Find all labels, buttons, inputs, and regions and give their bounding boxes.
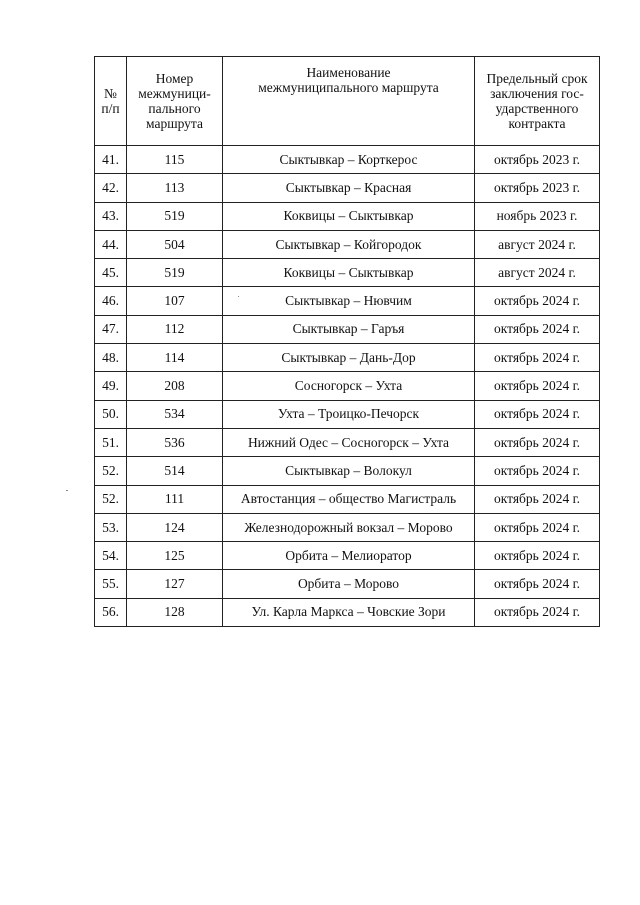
- cell-deadline: октябрь 2024 г.: [475, 428, 600, 456]
- cell-route-name: Сыктывкар – Койгородок: [223, 230, 475, 258]
- table-row: [95, 259, 600, 287]
- cell-num: 49.: [95, 372, 127, 400]
- header-route-number-line: межмуници-: [138, 86, 211, 101]
- cell-deadline: октябрь 2024 г.: [475, 513, 600, 541]
- cell-route-name: Сосногорск – Ухта: [223, 372, 475, 400]
- cell-num: 44.: [95, 230, 127, 258]
- cell-route-number: 519: [127, 202, 223, 230]
- cell-route-name: Коквицы – Сыктывкар: [223, 259, 475, 287]
- cell-route-number: 128: [127, 598, 223, 626]
- cell-deadline: октябрь 2024 г.: [475, 542, 600, 570]
- cell-route-name: Ул. Карла Маркса – Човские Зори: [223, 598, 475, 626]
- cell-num: 42.: [95, 174, 127, 202]
- cell-route-number: 112: [127, 315, 223, 343]
- cell-num: 51.: [95, 428, 127, 456]
- cell-route-name: Сыктывкар – Дань-Дор: [223, 344, 475, 372]
- cell-route-number: 107: [127, 287, 223, 315]
- cell-num: 43.: [95, 202, 127, 230]
- cell-deadline: август 2024 г.: [475, 230, 600, 258]
- header-deadline-line: контракта: [508, 116, 566, 131]
- table-row: [95, 457, 600, 485]
- cell-route-number: 514: [127, 457, 223, 485]
- header-route-number-line: пального: [148, 101, 201, 116]
- table-row: [95, 202, 600, 230]
- cell-deadline: октябрь 2023 г.: [475, 174, 600, 202]
- table-row: [95, 146, 600, 174]
- table-row: [95, 344, 600, 372]
- header-num-line: №: [104, 86, 117, 101]
- header-route-number: [127, 57, 223, 146]
- cell-route-name: Автостанция – общество Магистраль: [223, 485, 475, 513]
- cell-deadline: октябрь 2024 г.: [475, 344, 600, 372]
- cell-num: 56.: [95, 598, 127, 626]
- header-route-name-line: межмуниципального маршрута: [258, 80, 439, 95]
- cell-route-number: 127: [127, 570, 223, 598]
- cell-route-number: 534: [127, 400, 223, 428]
- cell-num: 48.: [95, 344, 127, 372]
- table-row: [95, 174, 600, 202]
- scan-speck: [238, 296, 239, 297]
- cell-num: 53.: [95, 513, 127, 541]
- cell-route-number: 114: [127, 344, 223, 372]
- cell-route-number: 125: [127, 542, 223, 570]
- cell-route-number: 519: [127, 259, 223, 287]
- cell-num: 55.: [95, 570, 127, 598]
- cell-num: 45.: [95, 259, 127, 287]
- cell-num: 46.: [95, 287, 127, 315]
- routes-table: [94, 56, 600, 627]
- cell-deadline: октябрь 2024 г.: [475, 287, 600, 315]
- table-row: [95, 400, 600, 428]
- table-row: [95, 372, 600, 400]
- cell-route-name: Коквицы – Сыктывкар: [223, 202, 475, 230]
- cell-deadline: октябрь 2024 г.: [475, 457, 600, 485]
- header-deadline-line: ударственного: [495, 101, 579, 116]
- table-header: [95, 57, 600, 146]
- cell-deadline: октябрь 2024 г.: [475, 570, 600, 598]
- header-deadline: [475, 57, 600, 146]
- header-route-number-line: Номер: [155, 71, 194, 86]
- header-row: [95, 57, 600, 146]
- cell-route-number: 536: [127, 428, 223, 456]
- table-row: [95, 315, 600, 343]
- cell-route-name: Орбита – Морово: [223, 570, 475, 598]
- cell-route-number: 113: [127, 174, 223, 202]
- cell-route-name: Орбита – Мелиоратор: [223, 542, 475, 570]
- cell-num: 54.: [95, 542, 127, 570]
- cell-route-name: Сыктывкар – Волокул: [223, 457, 475, 485]
- table-row: [95, 542, 600, 570]
- table-row: [95, 428, 600, 456]
- table-row: [95, 230, 600, 258]
- cell-route-number: 504: [127, 230, 223, 258]
- cell-deadline: октябрь 2024 г.: [475, 485, 600, 513]
- table-body: [95, 146, 600, 627]
- cell-route-number: 124: [127, 513, 223, 541]
- header-num: [95, 57, 127, 146]
- header-num-line: п/п: [101, 101, 120, 116]
- header-route-name-line: Наименование: [306, 65, 391, 80]
- cell-route-name: Сыктывкар – Нювчим: [223, 287, 475, 315]
- cell-num: 50.: [95, 400, 127, 428]
- cell-route-number: 208: [127, 372, 223, 400]
- cell-route-name: Ухта – Троицко-Печорск: [223, 400, 475, 428]
- cell-route-name: Сыктывкар – Гаръя: [223, 315, 475, 343]
- table-row: [95, 485, 600, 513]
- scan-speck: [66, 490, 68, 491]
- cell-num: 52.: [95, 485, 127, 513]
- cell-num: 52.: [95, 457, 127, 485]
- header-route-name: [223, 57, 475, 146]
- cell-deadline: октябрь 2024 г.: [475, 372, 600, 400]
- cell-num: 47.: [95, 315, 127, 343]
- cell-deadline: октябрь 2024 г.: [475, 400, 600, 428]
- cell-route-name: Сыктывкар – Красная: [223, 174, 475, 202]
- table-row: [95, 598, 600, 626]
- header-route-number-line: маршрута: [146, 116, 203, 131]
- cell-num: 41.: [95, 146, 127, 174]
- cell-deadline: октябрь 2024 г.: [475, 315, 600, 343]
- table-row: [95, 513, 600, 541]
- cell-deadline: октябрь 2024 г.: [475, 598, 600, 626]
- cell-route-number: 115: [127, 146, 223, 174]
- cell-deadline: август 2024 г.: [475, 259, 600, 287]
- cell-route-name: Нижний Одес – Сосногорск – Ухта: [223, 428, 475, 456]
- header-deadline-line: заключения гос-: [490, 86, 584, 101]
- cell-route-name: Железнодорожный вокзал – Морово: [223, 513, 475, 541]
- cell-route-number: 111: [127, 485, 223, 513]
- table-row: [95, 570, 600, 598]
- cell-deadline: октябрь 2023 г.: [475, 146, 600, 174]
- cell-route-name: Сыктывкар – Корткерос: [223, 146, 475, 174]
- header-deadline-line: Предельный срок: [486, 71, 588, 86]
- cell-deadline: ноябрь 2023 г.: [475, 202, 600, 230]
- table-row: [95, 287, 600, 315]
